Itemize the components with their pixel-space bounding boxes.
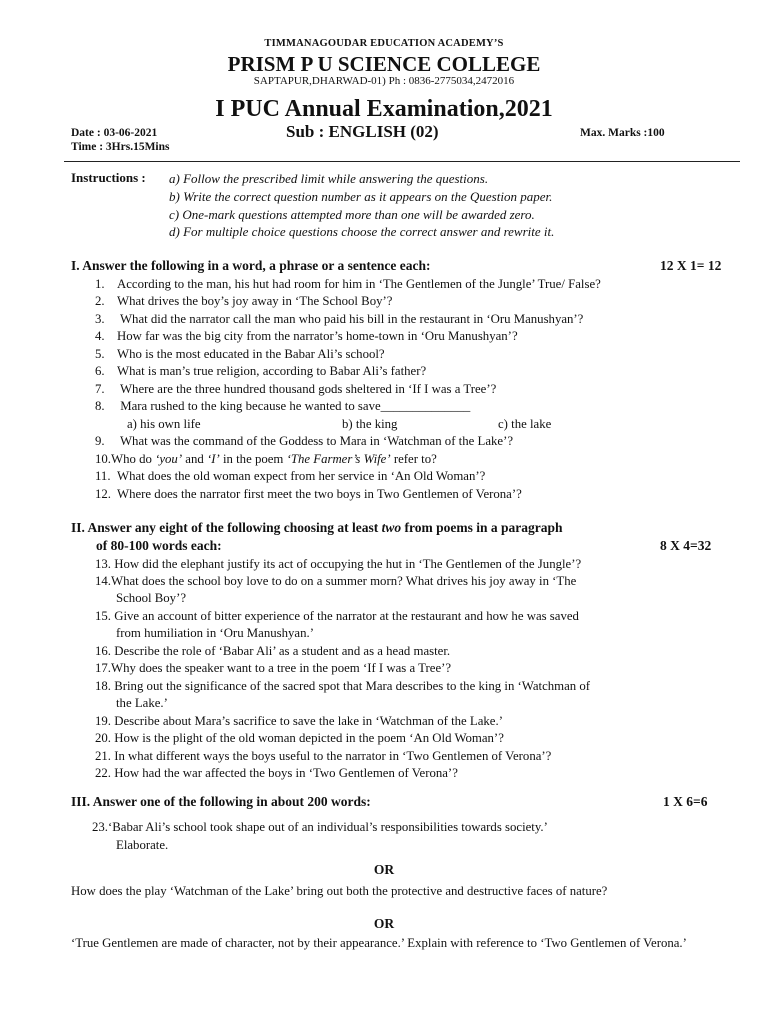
- question-5: [95, 347, 385, 362]
- question-number: 7.: [95, 382, 105, 396]
- question-text-post: refer to?: [390, 452, 437, 466]
- question-number: 16.: [95, 644, 111, 658]
- question-4: [95, 329, 518, 344]
- question-22: [95, 766, 458, 781]
- question-number: 21.: [95, 749, 111, 763]
- question-text: Why does the speaker want to a tree in the poem ‘If I was a Tree’?: [111, 661, 452, 675]
- question-text: Where does the narrator first meet the two boys in Two Gentlemen of Verona’?: [117, 487, 522, 501]
- question-text: Describe the role of ‘Babar Ali’ as a student and as a head master.: [114, 644, 451, 658]
- question-text: What did the narrator call the man who paid his bill in the restaurant in ‘Oru Manushyan’?: [117, 312, 584, 326]
- italic-you: ‘you’: [155, 452, 183, 466]
- question-10: [95, 452, 437, 467]
- question-2: [95, 294, 392, 309]
- instruction-d: d) For multiple choice questions choose the correct answer and rewrite it.: [169, 224, 555, 239]
- question-number: 10.: [95, 452, 111, 466]
- question-number: 20.: [95, 731, 111, 745]
- section-2-marks: 8 X 4=32: [660, 538, 712, 553]
- q8-option-a: a) his own life: [127, 417, 201, 431]
- question-number: 14.: [95, 574, 111, 588]
- section-1-marks: 12 X 1= 12: [660, 258, 722, 273]
- alternative-question-1: How does the play ‘Watchman of the Lake’ bring out both the protective and destructive faces of nature?: [71, 884, 608, 898]
- alternative-question-2: ‘True Gentlemen are made of character, not by their appearance.’ Explain with reference to ‘Two Gentlemen of Verona.’: [71, 936, 687, 950]
- question-7: [95, 382, 496, 397]
- exam-subject: Sub : ENGLISH (02): [286, 122, 439, 141]
- question-6: [95, 364, 426, 379]
- question-15: [95, 609, 579, 624]
- question-15-cont: from humiliation in ‘Oru Manushyan.’: [116, 626, 314, 640]
- question-19: [95, 714, 503, 729]
- question-number: 1.: [95, 277, 105, 291]
- question-number: 18.: [95, 679, 111, 693]
- or-divider-2: OR: [373, 916, 395, 931]
- question-text: Mara rushed to the king because he wanted to save______________: [117, 399, 471, 413]
- question-number: 6.: [95, 364, 105, 378]
- question-1: [95, 277, 601, 292]
- exam-time: Time : 3Hrs.15Mins: [71, 141, 170, 153]
- question-text: What drives the boy’s joy away in ‘The School Boy’?: [117, 294, 393, 308]
- instructions-label: Instructions :: [71, 170, 146, 185]
- question-number: 3.: [95, 312, 105, 326]
- question-number: 22.: [95, 766, 111, 780]
- question-number: 8.: [95, 399, 105, 413]
- question-text: According to the man, his hut had room for him in ‘The Gentlemen of the Jungle’ True/ False?: [117, 277, 601, 291]
- question-14-cont: School Boy’?: [116, 591, 187, 605]
- question-text: How is the plight of the old woman depicted in the poem ‘An Old Woman’?: [114, 731, 504, 745]
- question-text: Who is the most educated in the Babar Ali’s school?: [117, 347, 385, 361]
- question-text-mid2: in the poem: [219, 452, 287, 466]
- question-number: 17.: [95, 661, 111, 675]
- question-text: Where are the three hundred thousand gods sheltered in ‘If I was a Tree’?: [117, 382, 497, 396]
- question-8: [95, 399, 470, 414]
- question-number: 5.: [95, 347, 105, 361]
- question-text: In what different ways the boys useful to the narrator in ‘Two Gentlemen of Verona’?: [114, 749, 552, 763]
- section-2-heading-line2: of 80-100 words each:: [96, 538, 222, 553]
- question-number: 2.: [95, 294, 105, 308]
- header-divider: [64, 161, 740, 162]
- question-number: 15.: [95, 609, 111, 623]
- question-text: Give an account of bitter experience of the narrator at the restaurant and how he was saved: [111, 609, 579, 623]
- section-2-heading: [71, 520, 563, 536]
- question-text: How did the elephant justify its act of occupying the hut in ‘The Gentlemen of the Jungle’?: [114, 557, 582, 571]
- section-2-heading-italic: two: [381, 520, 402, 535]
- college-name: PRISM P U SCIENCE COLLEGE: [227, 52, 541, 76]
- question-text: What does the old woman expect from her service in ‘An Old Woman’?: [117, 469, 486, 483]
- question-12: [95, 487, 522, 502]
- exam-date: Date : 03-06-2021: [71, 127, 158, 139]
- question-3: [95, 312, 583, 327]
- question-number: 19.: [95, 714, 111, 728]
- section-3-heading: III. Answer one of the following in about 200 words:: [71, 794, 371, 809]
- question-text-mid: and: [182, 452, 207, 466]
- question-21: [95, 749, 551, 764]
- question-text: What does the school boy love to do on a summer morn? What drives his joy away in ‘The: [111, 574, 577, 588]
- question-18: [95, 679, 590, 694]
- question-text: What is man’s true religion, according to Babar Ali’s father?: [117, 364, 427, 378]
- question-number: 12.: [95, 487, 111, 501]
- question-9: [95, 434, 513, 449]
- section-2-heading-post: from poems in a paragraph: [401, 520, 563, 535]
- q8-option-c: c) the lake: [498, 417, 552, 431]
- instruction-b: b) Write the correct question number as it appears on the Question paper.: [169, 189, 553, 204]
- question-number: 9.: [95, 434, 105, 448]
- question-16: [95, 644, 450, 659]
- question-text: Bring out the significance of the sacred spot that Mara describes to the king in ‘Watchman of: [111, 679, 591, 693]
- question-14: [95, 574, 576, 589]
- academy-name: TIMMANAGOUDAR EDUCATION ACADEMY’S: [264, 38, 504, 49]
- instruction-c: c) One-mark questions attempted more than one will be awarded zero.: [169, 207, 535, 222]
- question-20: [95, 731, 504, 746]
- instruction-a: a) Follow the prescribed limit while answering the questions.: [169, 171, 489, 186]
- or-divider-1: OR: [373, 862, 395, 877]
- question-23-cont: Elaborate.: [116, 838, 169, 852]
- question-text: How had the war affected the boys in ‘Two Gentlemen of Verona’?: [114, 766, 458, 780]
- question-number: 13.: [95, 557, 111, 571]
- question-number: 11.: [95, 469, 111, 483]
- question-18-cont: the Lake.’: [116, 696, 168, 710]
- section-1-heading: I. Answer the following in a word, a phrase or a sentence each:: [71, 258, 431, 273]
- section-2-heading-pre: II. Answer any eight of the following choosing at least: [71, 520, 382, 535]
- question-number: 4.: [95, 329, 105, 343]
- question-17: [95, 661, 451, 676]
- q8-option-b: b) the king: [342, 417, 398, 431]
- question-text: How far was the big city from the narrator’s home-town in ‘Oru Manushyan’?: [117, 329, 518, 343]
- question-text-pre: Who do: [111, 452, 156, 466]
- italic-i: ‘I’: [206, 452, 220, 466]
- exam-title: I PUC Annual Examination,2021: [215, 96, 553, 122]
- section-3-marks: 1 X 6=6: [663, 794, 708, 809]
- question-text: What was the command of the Goddess to Mara in ‘Watchman of the Lake’?: [117, 434, 514, 448]
- question-text: Describe about Mara’s sacrifice to save the lake in ‘Watchman of the Lake.’: [114, 714, 503, 728]
- question-11: [95, 469, 485, 484]
- college-address: SAPTAPUR,DHARWAD-01) Ph : 0836-2775034,2472016: [253, 75, 515, 87]
- question-23: 23.‘Babar Ali’s school took shape out of an individual’s responsibilities towards society.’: [92, 820, 548, 834]
- italic-poem-title: ‘The Farmer’s Wife’: [286, 452, 391, 466]
- max-marks: Max. Marks :100: [580, 127, 665, 139]
- question-13: [95, 557, 581, 572]
